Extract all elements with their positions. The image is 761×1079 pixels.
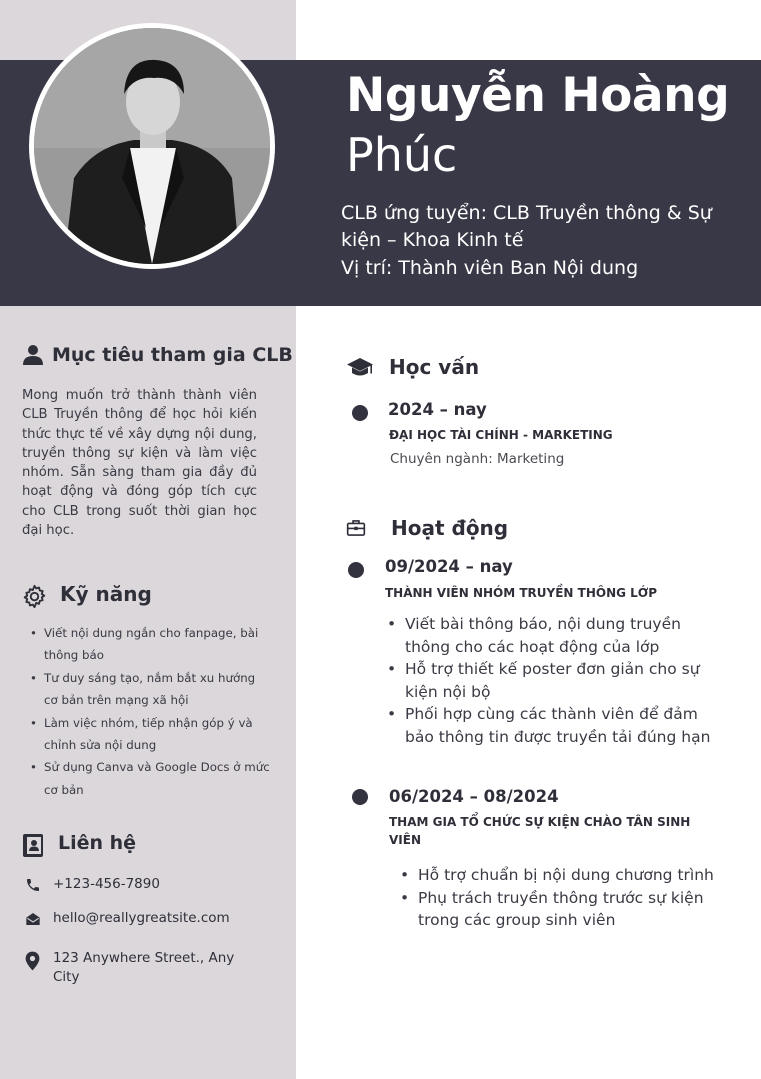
graduation-cap-icon: [346, 356, 374, 380]
person-icon: [22, 344, 44, 366]
activity-date: 09/2024 – nay: [385, 557, 513, 576]
activity-date: 06/2024 – 08/2024: [389, 787, 559, 806]
briefcase-icon: [346, 518, 366, 538]
timeline-dot: [352, 405, 368, 421]
location-pin-icon: [25, 951, 40, 971]
activity-bullet: • Hỗ trợ chuẩn bị nội dung chương trình: [396, 864, 736, 887]
contact-book-icon: [22, 833, 44, 858]
position-applied: Vị trí: Thành viên Ban Nội dung: [341, 257, 639, 279]
timeline-dot: [348, 562, 364, 578]
activity-bullet: • Viết bài thông báo, nội dung truyền thông cho các hoạt động của lớp: [383, 613, 723, 658]
contact-email[interactable]: hello@reallygreatsite.com: [53, 910, 230, 926]
objective-text: Mong muốn trở thành thành viên CLB Truyền thông để học hỏi kiến thức thực tế về xây dựng nội dung, truyền thông sự kiện và làm việc nhóm. Sẵn sàng tham gia đầy đủ hoạt động và đóng góp tích cực cho CLB trong suốt thời gian học đại học.: [22, 388, 257, 539]
activity-bullet: • Hỗ trợ thiết kế poster đơn giản cho sự kiện nội bộ: [383, 658, 723, 703]
education-title: Học vấn: [389, 355, 480, 379]
contact-title: Liên hệ: [58, 832, 137, 854]
skill-item: • Tư duy sáng tạo, nắm bắt xu hướng cơ bản trên mạng xã hội: [26, 667, 270, 712]
phone-icon: [25, 877, 41, 893]
timeline-dot: [352, 789, 368, 805]
activity-bullet: • Phối hợp cùng các thành viên để đảm bảo thông tin được truyền tải đúng hạn: [383, 703, 723, 748]
skill-item: • Làm việc nhóm, tiếp nhận góp ý và chỉnh sửa nội dung: [26, 712, 270, 757]
education-major: Chuyên ngành: Marketing: [390, 451, 565, 467]
skills-title: Kỹ năng: [60, 582, 152, 606]
skill-item: • Viết nội dung ngắn cho fanpage, bài thông báo: [26, 622, 270, 667]
gear-icon: [22, 584, 47, 609]
activity-bullets: [383, 613, 723, 748]
activity-bullets: [396, 864, 736, 932]
activities-title: Hoạt động: [391, 516, 509, 540]
club-applied: CLB ứng tuyển: CLB Truyền thông & Sự kiện – Khoa Kinh tế: [341, 202, 712, 251]
profile-photo: [34, 28, 270, 264]
email-icon: [25, 911, 41, 927]
name-last: Phúc: [346, 128, 458, 182]
objective-title: Mục tiêu tham gia CLB: [52, 344, 293, 366]
activity-org: THAM GIA TỔ CHỨC SỰ KIỆN CHÀO TÂN SINH VIÊN: [389, 815, 691, 847]
name-first: Nguyễn Hoàng: [346, 68, 730, 123]
skill-item: • Sử dụng Canva và Google Docs ở mức cơ bản: [26, 756, 270, 801]
activity-org: THÀNH VIÊN NHÓM TRUYỀN THÔNG LỚP: [385, 586, 658, 600]
activity-bullet: • Phụ trách truyền thông trước sự kiện trong các group sinh viên: [396, 887, 736, 932]
portrait-illustration: [34, 28, 270, 264]
contact-address: 123 Anywhere Street., Any City: [53, 950, 235, 985]
contact-phone[interactable]: +123-456-7890: [53, 876, 160, 892]
education-date: 2024 – nay: [388, 400, 487, 419]
skills-list: [26, 622, 270, 801]
education-school: ĐẠI HỌC TÀI CHÍNH - MARKETING: [389, 428, 613, 442]
